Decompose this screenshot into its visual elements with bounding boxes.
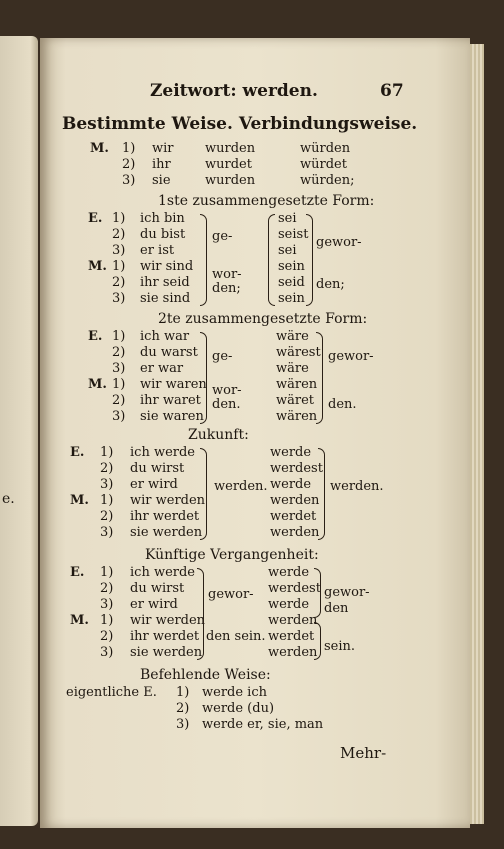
bracket-text: den. (212, 397, 241, 412)
verb-form: er wird (130, 597, 178, 612)
subsection-title: 1ste zusammengesetzte Form: (158, 193, 375, 209)
bracket-text: den. (328, 397, 357, 412)
group-label: E. (88, 329, 103, 344)
group-label: M. (70, 493, 89, 508)
aux-form: werde (270, 477, 312, 492)
aux-form: wäret (276, 393, 315, 408)
bracket-text: wor- (212, 267, 242, 282)
group-label: E. (88, 211, 103, 226)
bracket-text: wor- (212, 383, 242, 398)
bracket-text: den sein. (206, 629, 266, 644)
verb-form: er ist (140, 243, 175, 258)
aux-form: sein (278, 291, 305, 306)
left-page-fragment: e. (2, 491, 15, 507)
bracket-text: gewor- (208, 587, 254, 602)
aux-form: werdest (270, 461, 323, 476)
row-number: 3) (100, 597, 114, 612)
brace-bracket (314, 622, 321, 660)
aux-form: werdet (270, 509, 317, 524)
row-number: 2) (100, 629, 114, 644)
page-stack-edge (470, 44, 484, 824)
brace-bracket (200, 214, 207, 306)
row-number: 1) (112, 259, 126, 274)
subsection-title: Zukunft: (188, 427, 249, 443)
row-number: 1) (112, 329, 126, 344)
aux-form: sei (278, 243, 297, 258)
page-number: 67 (380, 81, 404, 101)
verb-form: ihr seid (140, 275, 190, 290)
row-number: 2) (112, 227, 126, 242)
verb-form: wir sind (140, 259, 194, 274)
brace-bracket (197, 568, 204, 660)
running-title: Zeitwort: werden. (150, 81, 318, 101)
brace-bracket (316, 332, 323, 424)
verb-form: sie werden (130, 645, 203, 660)
subsection-title: 2te zusammengesetzte Form: (158, 311, 368, 327)
verb-form: er wird (130, 477, 178, 492)
aux-form: werdest (268, 581, 321, 596)
group-label: E. (70, 565, 85, 580)
row-number: 3) (112, 361, 126, 376)
aux-form: werden (270, 525, 320, 540)
pronoun: ihr (152, 157, 171, 172)
row-number: 1) (176, 685, 190, 700)
group-label: M. (70, 613, 89, 628)
verb-form: er war (140, 361, 184, 376)
verb-form: wir waren (140, 377, 207, 392)
verb-form: du wirst (130, 461, 185, 476)
aux-form: wärest (276, 345, 321, 360)
left-page-edge (0, 36, 38, 826)
bracket-text: ge- (212, 349, 233, 364)
row-number: 2) (100, 581, 114, 596)
brace-bracket (314, 568, 321, 618)
group-label: M. (88, 377, 107, 392)
verb-form: wir werden (130, 613, 206, 628)
aux-form: sei (278, 211, 297, 226)
aux-form: wäre (276, 329, 309, 344)
row-number: 2) (100, 461, 114, 476)
verb-form: du wirst (130, 581, 185, 596)
imperative-label: eigentliche E. (66, 685, 157, 700)
verb-form: werde (du) (202, 701, 275, 716)
aux-form: werde (268, 565, 310, 580)
verb-form: ihr waret (140, 393, 201, 408)
row-number: 2) (176, 701, 190, 716)
row-number: 2) (100, 509, 114, 524)
bracket-text: den; (212, 281, 241, 296)
row-number: 3) (112, 291, 126, 306)
bracket-text: sein. (324, 639, 356, 654)
pronoun: sie (152, 173, 171, 188)
aux-form: werde (268, 597, 310, 612)
subsection-title: Befehlende Weise: (140, 667, 271, 683)
verb-form: sie waren (140, 409, 204, 424)
bracket-text: gewor- (316, 235, 362, 250)
verb-form: ihr werdet (130, 509, 200, 524)
bracket-text: gewor- (324, 585, 370, 600)
row-number: 3) (100, 477, 114, 492)
bracket-text: ge- (212, 229, 233, 244)
form-indicative: wurden (205, 141, 256, 156)
group-label: E. (70, 445, 85, 460)
row-number: 3) (122, 173, 136, 188)
aux-form: werde (270, 445, 312, 460)
bracket-text: den; (316, 277, 345, 292)
verb-form: sie sind (140, 291, 191, 306)
bracket-text: werden. (330, 479, 384, 494)
aux-form: wären (276, 409, 318, 424)
brace-bracket (268, 214, 275, 306)
aux-form: werdet (268, 629, 315, 644)
form-subjunctive: würden (300, 141, 351, 156)
aux-form: werden (270, 493, 320, 508)
row-number: 2) (112, 275, 126, 290)
group-label: M. (88, 259, 107, 274)
aux-form: werden (268, 613, 318, 628)
row-number: 2) (122, 157, 136, 172)
aux-form: seid (278, 275, 305, 290)
verb-form: du warst (140, 345, 198, 360)
verb-form: werde er, sie, man (202, 717, 324, 732)
row-number: 2) (112, 393, 126, 408)
brace-bracket (318, 448, 325, 540)
verb-form: wir werden (130, 493, 206, 508)
row-number: 3) (100, 525, 114, 540)
aux-form: wären (276, 377, 318, 392)
aux-form: sein (278, 259, 305, 274)
verb-form: ich werde (130, 445, 195, 460)
verb-form: ich bin (140, 211, 185, 226)
form-subjunctive: würden; (300, 173, 355, 188)
brace-bracket (200, 332, 207, 424)
form-subjunctive: würdet (300, 157, 347, 172)
verb-form: ihr werdet (130, 629, 200, 644)
bracket-text: werden. (214, 479, 268, 494)
verb-form: werde ich (202, 685, 267, 700)
subsection-title: Künftige Vergangenheit: (145, 547, 319, 563)
row-number: 3) (112, 409, 126, 424)
verb-form: ich werde (130, 565, 195, 580)
row-number: 2) (112, 345, 126, 360)
row-number: 3) (112, 243, 126, 258)
group-label: M. (90, 141, 109, 156)
section-title: Bestimmte Weise. Verbindungsweise. (62, 114, 418, 134)
row-number: 1) (112, 211, 126, 226)
aux-form: seist (278, 227, 309, 242)
bracket-text: den (324, 601, 349, 616)
aux-form: werden (268, 645, 318, 660)
verb-form: ich war (140, 329, 190, 344)
row-number: 1) (100, 445, 114, 460)
form-indicative: wurden (205, 173, 256, 188)
row-number: 3) (100, 645, 114, 660)
aux-form: wäre (276, 361, 309, 376)
row-number: 1) (122, 141, 136, 156)
bracket-text: gewor- (328, 349, 374, 364)
brace-bracket (306, 214, 313, 306)
row-number: 3) (176, 717, 190, 732)
row-number: 1) (100, 613, 114, 628)
pronoun: wir (152, 141, 174, 156)
row-number: 1) (100, 565, 114, 580)
row-number: 1) (112, 377, 126, 392)
catchword: Mehr- (340, 744, 387, 762)
form-indicative: wurdet (205, 157, 252, 172)
verb-form: du bist (140, 227, 186, 242)
row-number: 1) (100, 493, 114, 508)
brace-bracket (200, 448, 207, 540)
verb-form: sie werden (130, 525, 203, 540)
